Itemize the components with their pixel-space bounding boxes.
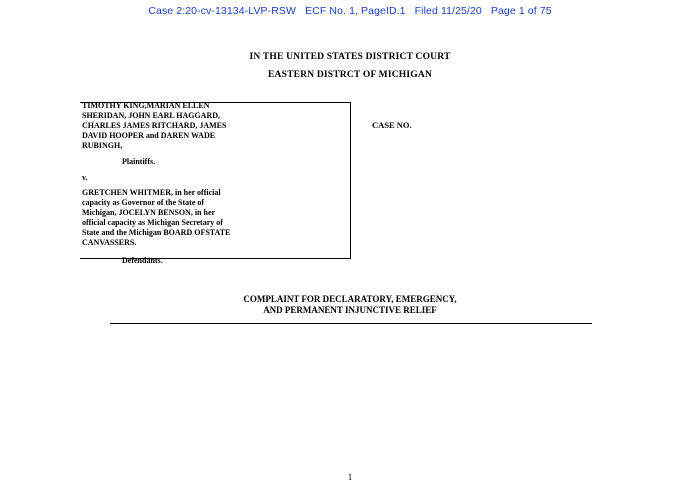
plaintiffs-line: CHARLES JAMES RITCHARD, JAMES [82,121,227,130]
plaintiffs-line: TIMOTHY KING,MARIAN ELLEN [82,101,210,110]
case-number-label: CASE NO. [372,120,412,130]
versus-label: v. [82,173,88,182]
ecf-filing-header: Case 2:20-cv-13134-LVP-RSW ECF No. 1, PageID.1 Filed 11/25/20 Page 1 of 75 [148,5,552,17]
defendants-line: Michigan, JOCELYN BENSON, in her [82,208,216,217]
complaint-title-line: COMPLAINT FOR DECLARATORY, EMERGENCY, [243,294,457,304]
case-parties [82,101,344,266]
defendants-line: CANVASSERS. [82,238,137,247]
plaintiffs-role-label: Plaintiffs. [122,157,156,166]
defendants-line: official capacity as Michigan Secretary of [82,218,223,227]
court-district: EASTERN DISTRCT OF MICHIGAN [267,70,433,80]
title-divider [110,323,592,324]
defendants-role-label: Defendants. [122,256,163,265]
complaint-title [0,294,700,316]
page-number: 1 [347,472,353,482]
defendants-line: GRETCHEN WHITMER, in her official [82,188,221,197]
defendants-line: State and the Michigan BOARD OFSTATE [82,228,231,237]
plaintiffs-line: RUBINGH, [82,141,123,150]
court-name: IN THE UNITED STATES DISTRICT COURT [249,52,451,62]
plaintiffs-line: SHERIDAN, JOHN EARL HAGGARD, [82,111,221,120]
defendants-line: capacity as Governor of the State of [82,198,205,207]
plaintiffs-line: DAVID HOOPER and DAREN WADE [82,131,216,140]
complaint-title-line: AND PERMANENT INJUNCTIVE RELIEF [263,305,437,315]
